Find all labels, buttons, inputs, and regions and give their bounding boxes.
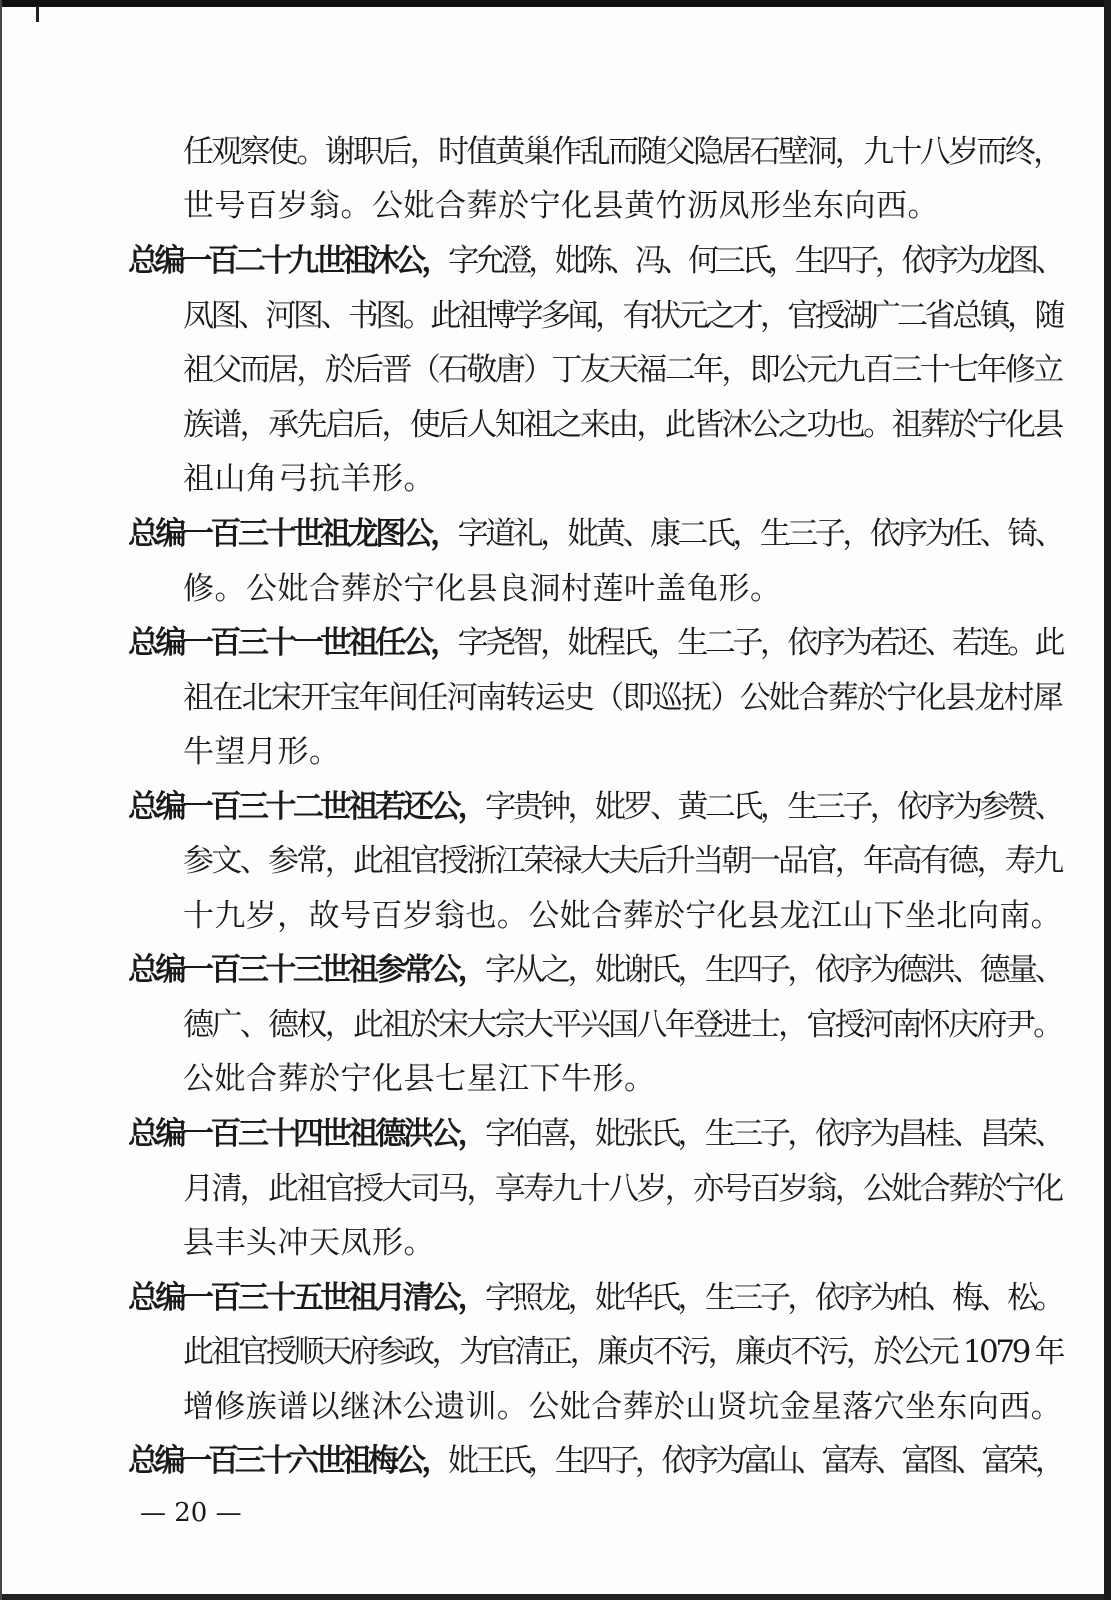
- text-line: 凤图、河图、书图。此祖博学多闻，有状元之才，官授湖广二省总镇，随: [183, 298, 1062, 334]
- ancestor-title: 总编一百三十世祖龙图公，: [128, 516, 458, 552]
- text-line: 族谱，承先启后，使后人知祖之来由，此皆沐公之功也。祖葬於宁化县: [183, 407, 1062, 443]
- entry-heading-line: [128, 789, 1062, 825]
- text-line: 参文、参常，此祖官授浙江荣禄大夫后升当朝一品官，年高有德，寿九: [183, 843, 1062, 879]
- ancestor-title: 总编一百二十九世祖沐公，: [128, 243, 449, 279]
- ancestor-title: 总编一百三十六世祖梅公，: [128, 1443, 449, 1479]
- text-line: 世号百岁翁。公妣合葬於宁化县黄竹沥凤形坐东向西。: [183, 188, 939, 224]
- ancestor-title: 总编一百三十一世祖任公，: [128, 625, 458, 661]
- entry-heading-line: [128, 516, 1062, 552]
- entry-heading-line: [128, 1116, 1062, 1152]
- entry-text: 字尧智，妣程氏，生二子，依序为若还、若连。此: [457, 625, 1063, 661]
- entry-heading-line: [128, 625, 1062, 661]
- ancestor-title: 总编一百三十五世祖月清公，: [128, 1280, 486, 1316]
- text-line: 德广、德权，此祖於宋大宗大平兴国八年登进士，官授河南怀庆府尹。: [183, 1007, 1062, 1043]
- text-line: 修。公妣合葬於宁化县良洞村莲叶盖龟形。: [183, 571, 782, 607]
- ancestor-title: 总编一百三十二世祖若还公，: [128, 789, 486, 825]
- text-line: 公妣合葬於宁化县七星江下牛形。: [183, 1061, 656, 1097]
- entry-heading-line: [128, 1443, 1062, 1479]
- text-line: 增修族谱以继沐公遗训。公妣合葬於山贤坑金星落穴坐东向西。: [183, 1389, 1062, 1425]
- text-line: 任观察使。谢职后，时值黄巢作乱而随父隐居石壁洞，九十八岁而终，: [183, 134, 1062, 170]
- entry-text: 字伯喜，妣张氏，生三子，依序为昌桂、昌荣、: [485, 1116, 1063, 1152]
- text-line: 祖在北宋开宝年间任河南转运史（即巡抚）公妣合葬於宁化县龙村犀: [183, 680, 1062, 716]
- text-line: 县丰头冲天凤形。: [183, 1225, 435, 1261]
- text-line: 祖父而居，於后晋（石敬唐）丁友天福二年，即公元九百三十七年修立: [183, 352, 1062, 388]
- entry-text: 妣王氏，生四子，依序为富山、富寿、富图、富荣，: [448, 1443, 1062, 1479]
- entry-heading-line: [128, 1280, 1062, 1316]
- text-line: 月清，此祖官授大司马，享寿九十八岁，亦号百岁翁，公妣合葬於宁化: [183, 1171, 1062, 1207]
- text-line: 牛望月形。: [183, 734, 341, 770]
- text-line: 祖山角弓抗羊形。: [183, 461, 435, 497]
- entry-text: 字允澄，妣陈、冯、何三氏，生四子，依序为龙图、: [448, 243, 1062, 279]
- entry-text: 字贵钟，妣罗、黄二氏，生三子，依序为参赞、: [485, 789, 1063, 825]
- entry-heading-line: [128, 243, 1062, 279]
- ancestor-title: 总编一百三十四世祖德洪公，: [128, 1116, 486, 1152]
- ancestor-title: 总编一百三十三世祖参常公，: [128, 952, 486, 988]
- entry-text: 字道礼，妣黄、康二氏，生三子，依序为任、锜、: [457, 516, 1063, 552]
- entry-heading-line: [128, 952, 1062, 988]
- text-line: 此祖官授顺天府参政，为官清正，廉贞不污，廉贞不污，於公元 1079 年: [183, 1334, 1063, 1370]
- page-number: — 20 —: [140, 1498, 242, 1528]
- entry-text: 字照龙，妣华氏，生三子，依序为柏、梅、松。: [485, 1280, 1063, 1316]
- entry-text: 字从之，妣谢氏，生四子，依序为德洪、德量、: [485, 952, 1063, 988]
- text-line: 十九岁，故号百岁翁也。公妣合葬於宁化县龙江山下坐北向南。: [183, 898, 1062, 934]
